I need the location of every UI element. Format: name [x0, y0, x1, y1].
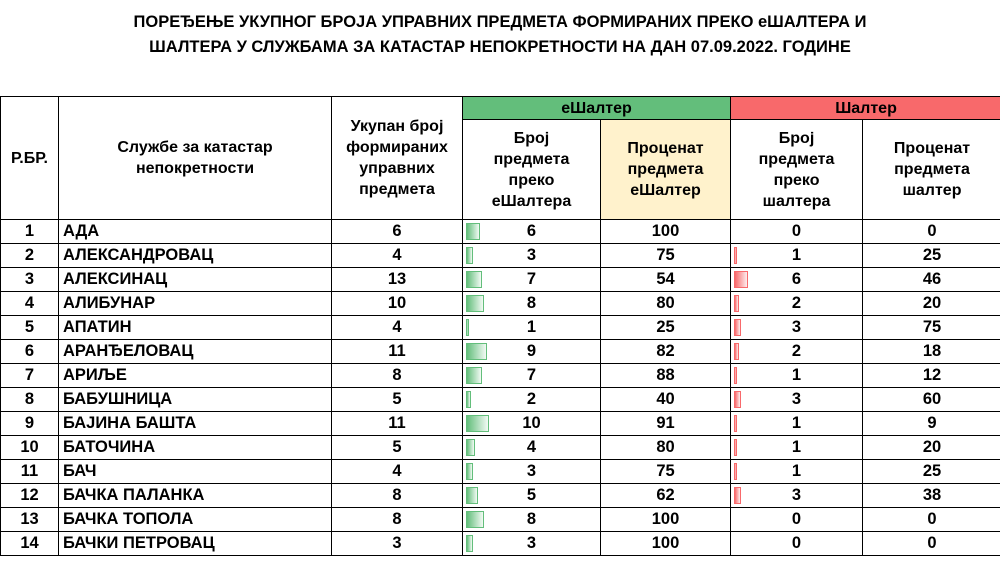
total-count: 10: [332, 292, 463, 316]
row-number: 4: [1, 292, 59, 316]
eshalter-count: [463, 268, 601, 292]
total-count: 5: [332, 388, 463, 412]
total-count: 4: [332, 316, 463, 340]
table-row: [1, 316, 1000, 340]
service-name: АЛЕКСИНАЦ: [59, 268, 332, 292]
row-number: 10: [1, 436, 59, 460]
shalter-count: [731, 340, 863, 364]
service-name: БАЧ: [59, 460, 332, 484]
table-row: [1, 388, 1000, 412]
eshalter-count: [463, 364, 601, 388]
row-number: 13: [1, 508, 59, 532]
shalter-count-value: 1: [791, 438, 802, 456]
service-name: БАЧКИ ПЕТРОВАЦ: [59, 532, 332, 556]
table-row: [1, 532, 1000, 556]
service-name: АПАТИН: [59, 316, 332, 340]
row-number: 12: [1, 484, 59, 508]
total-count: 5: [332, 436, 463, 460]
total-count: 8: [332, 508, 463, 532]
shalter-count-value: 3: [791, 486, 802, 504]
table-row: [1, 484, 1000, 508]
eshalter-count-value: 3: [526, 246, 537, 264]
eshalter-percent: 75: [601, 244, 731, 268]
shalter-count-value: 0: [791, 534, 802, 552]
page-title: [4, 10, 996, 60]
row-number: 5: [1, 316, 59, 340]
row-number: 9: [1, 412, 59, 436]
shalter-count: [731, 436, 863, 460]
shalter-count-value: 0: [791, 510, 802, 528]
shalter-count: [731, 220, 863, 244]
table-row: [1, 436, 1000, 460]
row-number: 2: [1, 244, 59, 268]
title-line-2: ШАЛТЕРА У СЛУЖБАМА ЗА КАТАСТАР НЕПОКРЕТНОСТИ НА ДАН 07.09.2022. ГОДИНЕ: [149, 38, 851, 56]
eshalter-count: [463, 244, 601, 268]
service-name: АРИЉЕ: [59, 364, 332, 388]
service-name: АЛИБУНАР: [59, 292, 332, 316]
eshalter-percent: 100: [601, 220, 731, 244]
shalter-count: [731, 244, 863, 268]
row-number: 7: [1, 364, 59, 388]
header-pct-shalter: Проценат предмета шалтер: [863, 120, 1000, 220]
eshalter-percent: 100: [601, 532, 731, 556]
service-name: АДА: [59, 220, 332, 244]
shalter-count: [731, 316, 863, 340]
service-name: АРАНЂЕЛОВАЦ: [59, 340, 332, 364]
total-count: 8: [332, 364, 463, 388]
header-total: Укупан број формираних управних предмета: [332, 97, 463, 220]
table-row: [1, 292, 1000, 316]
shalter-count-value: 1: [791, 462, 802, 480]
eshalter-count-value: 1: [526, 318, 537, 336]
eshalter-count-value: 7: [526, 366, 537, 384]
eshalter-count: [463, 484, 601, 508]
shalter-count-value: 3: [791, 390, 802, 408]
row-number: 14: [1, 532, 59, 556]
shalter-percent: 60: [863, 388, 1000, 412]
eshalter-percent: 88: [601, 364, 731, 388]
eshalter-count: [463, 220, 601, 244]
eshalter-percent: 40: [601, 388, 731, 412]
row-number: 3: [1, 268, 59, 292]
eshalter-count-value: 3: [526, 534, 537, 552]
shalter-count: [731, 292, 863, 316]
title-line-1: ПОРЕЂЕЊЕ УКУПНОГ БРОЈА УПРАВНИХ ПРЕДМЕТА ФОРМИРАНИХ ПРЕКО еШАЛТЕРА И: [133, 13, 867, 31]
service-name: БАЧКА ТОПОЛА: [59, 508, 332, 532]
eshalter-percent: 100: [601, 508, 731, 532]
shalter-count-value: 1: [791, 366, 802, 384]
header-count-eshalter: Број предмета преко еШалтера: [463, 120, 601, 220]
shalter-count-value: 1: [791, 414, 802, 432]
table-row: [1, 460, 1000, 484]
eshalter-count-value: 8: [526, 510, 537, 528]
shalter-count: [731, 484, 863, 508]
eshalter-count: [463, 412, 601, 436]
header-group-eshalter: еШалтер: [463, 97, 731, 120]
header-pct-eshalter: Проценат предмета еШалтер: [601, 120, 731, 220]
table-row: [1, 220, 1000, 244]
cadastre-comparison-table: [0, 96, 1000, 556]
total-count: 11: [332, 340, 463, 364]
shalter-percent: 0: [863, 508, 1000, 532]
table-row: [1, 364, 1000, 388]
shalter-percent: 12: [863, 364, 1000, 388]
table-row: [1, 508, 1000, 532]
eshalter-percent: 62: [601, 484, 731, 508]
header-rbr: Р.БР.: [1, 97, 59, 220]
table-row: [1, 412, 1000, 436]
eshalter-count: [463, 532, 601, 556]
eshalter-count-value: 4: [526, 438, 537, 456]
shalter-count: [731, 532, 863, 556]
shalter-count-value: 2: [791, 294, 802, 312]
eshalter-count-value: 6: [526, 222, 537, 240]
total-count: 4: [332, 244, 463, 268]
service-name: БАЈИНА БАШТА: [59, 412, 332, 436]
eshalter-count: [463, 340, 601, 364]
shalter-percent: 25: [863, 244, 1000, 268]
row-number: 6: [1, 340, 59, 364]
shalter-count: [731, 460, 863, 484]
header-count-shalter: Број предмета преко шалтера: [731, 120, 863, 220]
shalter-percent: 20: [863, 436, 1000, 460]
eshalter-count: [463, 316, 601, 340]
shalter-count-value: 1: [791, 246, 802, 264]
shalter-count-value: 2: [791, 342, 802, 360]
shalter-count: [731, 364, 863, 388]
header-service: Службе за катастар непокретности: [59, 97, 332, 220]
row-number: 8: [1, 388, 59, 412]
shalter-count: [731, 268, 863, 292]
eshalter-count: [463, 388, 601, 412]
shalter-percent: 9: [863, 412, 1000, 436]
eshalter-count-value: 10: [522, 414, 541, 432]
row-number: 1: [1, 220, 59, 244]
total-count: 11: [332, 412, 463, 436]
service-name: БАБУШНИЦА: [59, 388, 332, 412]
eshalter-percent: 75: [601, 460, 731, 484]
total-count: 8: [332, 484, 463, 508]
eshalter-count: [463, 436, 601, 460]
shalter-count: [731, 388, 863, 412]
shalter-percent: 0: [863, 220, 1000, 244]
row-number: 11: [1, 460, 59, 484]
eshalter-percent: 54: [601, 268, 731, 292]
table-row: [1, 268, 1000, 292]
shalter-percent: 46: [863, 268, 1000, 292]
eshalter-count-value: 7: [526, 270, 537, 288]
shalter-count-value: 0: [791, 222, 802, 240]
eshalter-count: [463, 508, 601, 532]
shalter-percent: 25: [863, 460, 1000, 484]
eshalter-count-value: 8: [526, 294, 537, 312]
eshalter-percent: 80: [601, 292, 731, 316]
eshalter-count: [463, 460, 601, 484]
header-group-shalter: Шалтер: [731, 97, 1000, 120]
shalter-percent: 38: [863, 484, 1000, 508]
eshalter-percent: 82: [601, 340, 731, 364]
eshalter-percent: 25: [601, 316, 731, 340]
eshalter-count-value: 9: [526, 342, 537, 360]
table-row: [1, 244, 1000, 268]
eshalter-percent: 80: [601, 436, 731, 460]
table-body: [1, 220, 1000, 556]
total-count: 3: [332, 532, 463, 556]
shalter-percent: 0: [863, 532, 1000, 556]
table-row: [1, 340, 1000, 364]
shalter-percent: 18: [863, 340, 1000, 364]
eshalter-count-value: 5: [526, 486, 537, 504]
shalter-percent: 20: [863, 292, 1000, 316]
shalter-percent: 75: [863, 316, 1000, 340]
service-name: БАЧКА ПАЛАНКА: [59, 484, 332, 508]
shalter-count: [731, 508, 863, 532]
shalter-count: [731, 412, 863, 436]
eshalter-count: [463, 292, 601, 316]
total-count: 6: [332, 220, 463, 244]
eshalter-count-value: 3: [526, 462, 537, 480]
service-name: АЛЕКСАНДРОВАЦ: [59, 244, 332, 268]
eshalter-count-value: 2: [526, 390, 537, 408]
total-count: 13: [332, 268, 463, 292]
shalter-count-value: 3: [791, 318, 802, 336]
eshalter-percent: 91: [601, 412, 731, 436]
total-count: 4: [332, 460, 463, 484]
service-name: БАТОЧИНА: [59, 436, 332, 460]
shalter-count-value: 6: [791, 270, 802, 288]
